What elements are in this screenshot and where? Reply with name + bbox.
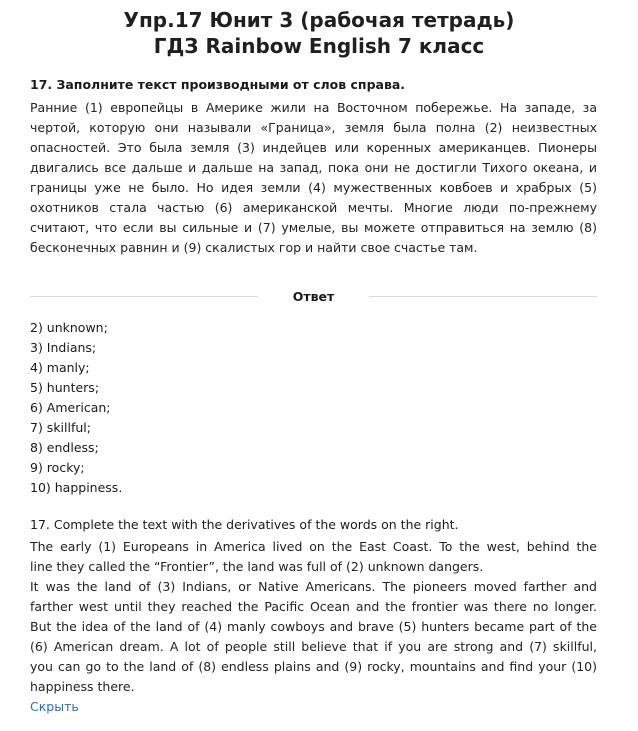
text-line: you can go to the land of (8) endless plains and (9) rocky, mountains and find your (10): [30, 659, 597, 674]
answer-item: 10) happiness.: [30, 480, 123, 495]
page-subtitle: ГДЗ Rainbow English 7 класс: [153, 34, 485, 58]
divider-left: [30, 296, 258, 297]
task-heading-ru: 17. Заполните текст производными от слов справа.: [30, 77, 406, 92]
answer-item: 7) skillful;: [30, 420, 91, 435]
page-title: Упр.17 Юнит 3 (рабочая тетрадь): [123, 8, 515, 32]
text-line: бесконечных равнин и (9) скалистых гор и найти свое счастье там.: [30, 240, 478, 255]
answer-heading: Ответ: [292, 289, 335, 304]
task-heading-en: 17. Complete the text with the derivatives of the words on the right.: [30, 517, 459, 532]
answer-item: 2) unknown;: [30, 320, 108, 335]
answer-item: 5) hunters;: [30, 380, 100, 395]
answer-item: 9) rocky;: [30, 460, 85, 475]
text-line: happiness there.: [30, 679, 135, 694]
answer-item: 4) manly;: [30, 360, 90, 375]
text-line: But the idea of the land of (4) manly cowboys and brave (5) hunters became part of the: [30, 619, 597, 634]
text-line: охотников стала частью (6) американской мечты. Многие люди по-прежнему: [30, 200, 597, 215]
task-text-en: [30, 537, 597, 697]
answer-list: [30, 318, 122, 498]
text-line: границы уже не было. Но идея земли (4) мужественных ковбоев и храбрых (5): [30, 180, 597, 195]
text-line: чертой, которую они называли «Граница», земля была полна (2) неизвестных: [30, 120, 597, 135]
text-line: farther west until they reached the Pacific Ocean and the frontier was there no longer.: [30, 599, 597, 614]
answer-item: 6) American;: [30, 400, 111, 415]
hide-link[interactable]: Скрыть: [30, 699, 79, 714]
text-line: (6) American dream. A lot of people still believe that if you are strong and (7) skillful,: [30, 639, 597, 654]
divider-right: [369, 296, 597, 297]
text-line: It was the land of (3) Indians, or Native Americans. The pioneers moved farther and: [30, 579, 597, 594]
text-line: опасностей. Это была земля (3) индейцев или коренных американцев. Пионеры: [30, 140, 597, 155]
answer-item: 8) endless;: [30, 440, 99, 455]
text-line: The early (1) Europeans in America lived on the East Coast. To the west, behind the: [30, 539, 597, 554]
text-line: считают, что если вы сильные и (7) умелые, вы можете отправиться на землю (8): [30, 220, 597, 235]
text-line: двигались все дальше и дальше на запад, пока они не достигли Тихого океана, и: [30, 160, 597, 175]
answer-item: 3) Indians;: [30, 340, 97, 355]
task-text-ru: [30, 98, 597, 258]
text-line: line they called the “Frontier”, the land was full of (2) unknown dangers.: [30, 559, 484, 574]
text-line: Ранние (1) европейцы в Америке жили на Восточном побережье. На западе, за: [30, 100, 597, 115]
